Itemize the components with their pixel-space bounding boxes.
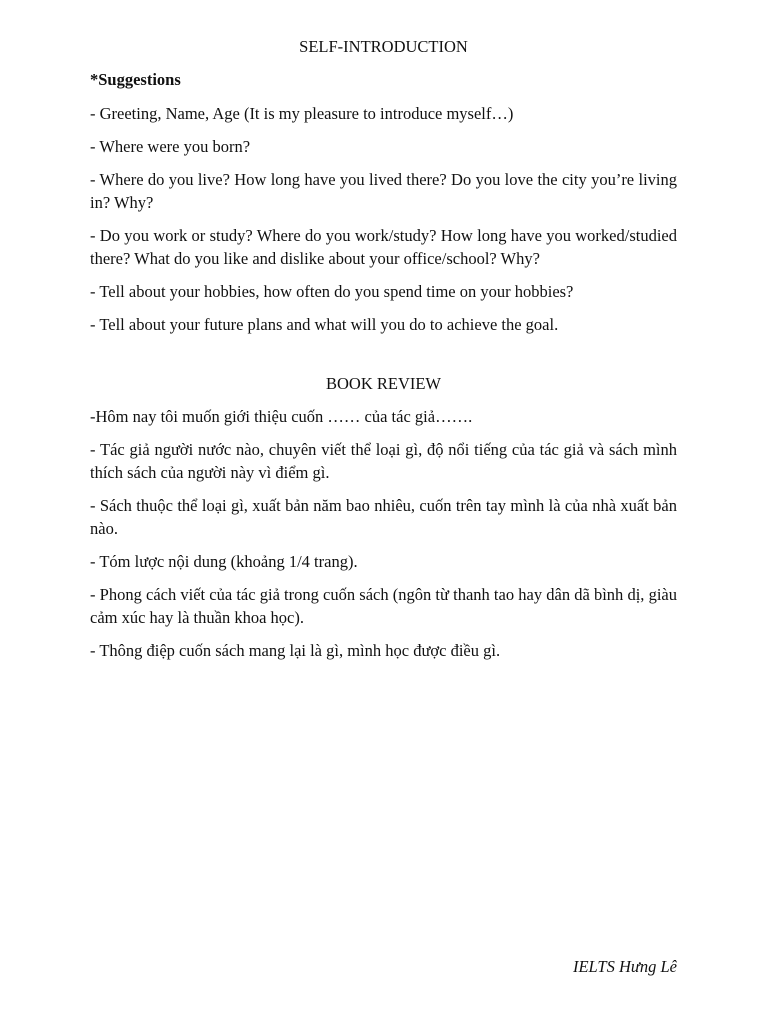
self-introduction-title: SELF-INTRODUCTION <box>299 37 468 56</box>
suggestions-heading: *Suggestions <box>90 70 181 89</box>
book-review-title: BOOK REVIEW <box>325 374 442 393</box>
self-intro-item: - Tell about your hobbies, how often do you spend time on your hobbies? <box>90 282 574 301</box>
book-review-item: - Sách thuộc thể loại gì, xuất bản năm bao nhiêu, cuốn trên tay mình là của nhà xuất bản nào. <box>90 496 677 538</box>
author-signature: IELTS Hưng Lê <box>572 957 677 976</box>
self-intro-item: - Where do you live? How long have you lived there? Do you love the city you’re living in? Why? <box>90 170 677 212</box>
self-intro-item: - Greeting, Name, Age (It is my pleasure to introduce myself…) <box>90 104 514 123</box>
book-review-item: - Phong cách viết của tác giả trong cuốn sách (ngôn từ thanh tao hay dân dã bình dị, giàu cảm xúc hay là thuần khoa học). <box>90 585 677 627</box>
book-review-item: -Hôm nay tôi muốn giới thiệu cuốn …… của tác giả……. <box>90 407 473 426</box>
self-intro-item: - Where were you born? <box>90 137 251 156</box>
document-page <box>90 36 677 672</box>
self-intro-item: - Tell about your future plans and what will you do to achieve the goal. <box>90 315 559 334</box>
book-review-item: - Tác giả người nước nào, chuyên viết thể loại gì, độ nổi tiếng của tác giả và sách mình thích sách của người này vì điểm gì. <box>90 440 677 482</box>
book-review-item: - Thông điệp cuốn sách mang lại là gì, mình học được điều gì. <box>90 641 501 660</box>
self-intro-item: - Do you work or study? Where do you work/study? How long have you worked/studied there? What do you like and dislike about your office/school? Why? <box>90 226 677 268</box>
book-review-item: - Tóm lược nội dung (khoảng 1/4 trang). <box>90 552 358 571</box>
